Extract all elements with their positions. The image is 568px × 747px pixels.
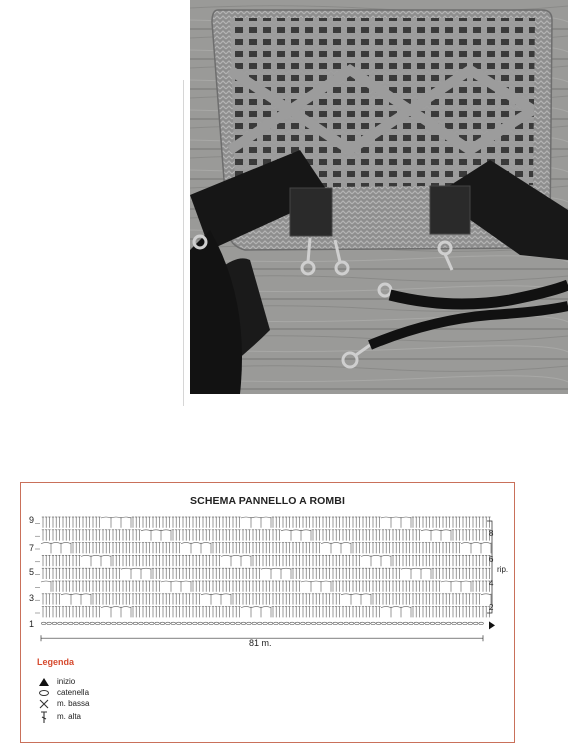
photo-divider (183, 80, 184, 406)
repeat-label: rip. (497, 565, 509, 574)
stitch-count: 81 m. (249, 638, 272, 648)
row-number-3: 3 (29, 593, 35, 603)
row-number-9: 9 (29, 515, 35, 525)
product-photo (190, 0, 568, 394)
stitch-chart-grid (21, 483, 516, 744)
row-number-5: 5 (29, 567, 35, 577)
chart-title: SCHEMA PANNELLO A ROMBI (190, 495, 345, 507)
repeat-number-2: 2 (489, 603, 494, 612)
bag-photo-illustration (190, 0, 568, 394)
repeat-number-6: 6 (489, 555, 494, 564)
legend-title: Legenda (37, 657, 75, 667)
crochet-chart-panel: SCHEMA PANNELLO A ROMBI 9 7 5 3 1 8 6 4 2 rip. 81 m. Legenda inizio catenella m. bassa m. alta (20, 482, 515, 743)
row-number-7: 7 (29, 543, 35, 553)
row-number-1: 1 (29, 619, 35, 629)
repeat-number-4: 4 (489, 579, 494, 588)
double-crochet-icon (37, 711, 51, 723)
repeat-number-8: 8 (489, 529, 494, 538)
x-cross-icon (37, 698, 51, 710)
